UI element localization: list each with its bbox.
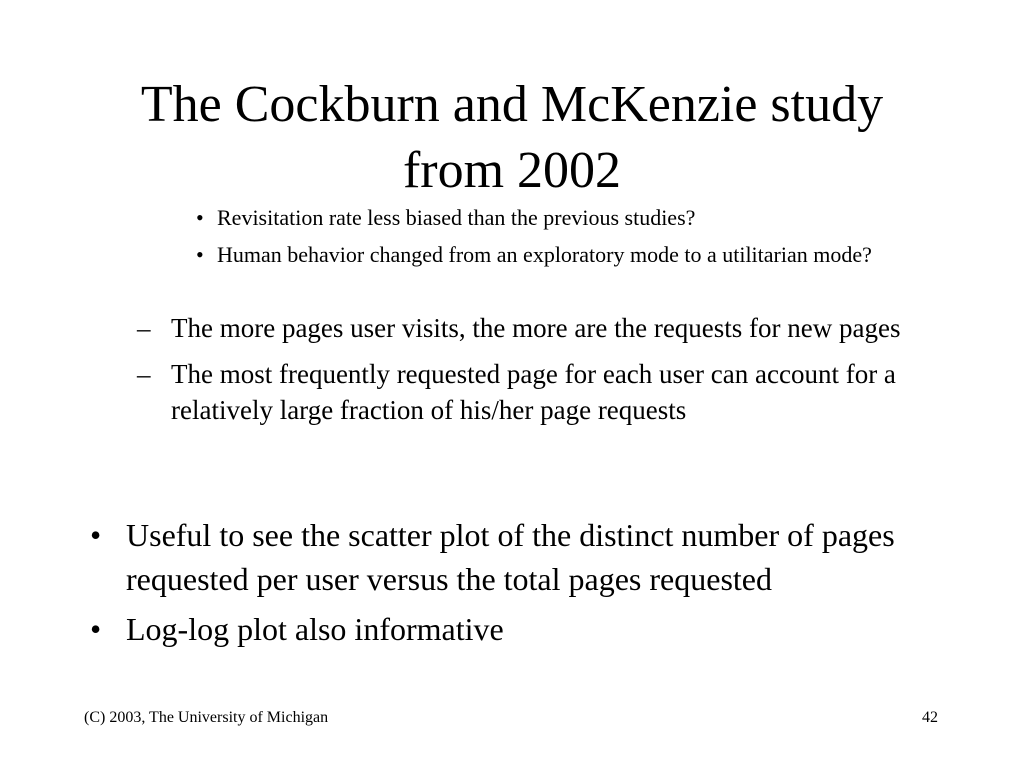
bullet-text: The more pages user visits, the more are the requests for new pages [171,313,901,343]
slide-title [60,72,964,204]
sub-sub-bullet-item [196,203,876,233]
sub-sub-bullet-list [196,203,876,277]
slide-title-line-1: The Cockburn and McKenzie study [140,76,884,133]
bullet-text: Useful to see the scatter plot of the distinct number of pages requested per user versus the total pages requested [126,517,895,597]
sub-bullet-item [137,310,927,346]
footer-copyright: (C) 2003, The University of Michigan [84,709,329,726]
bullet-item [90,513,920,601]
page-number: 42 [922,709,938,726]
dash-icon: – [137,313,151,343]
bullet-text: The most frequently requested page for each user can account for a relatively large fraction of his/her page requests [171,359,896,425]
bullet-icon: • [196,242,204,267]
bullet-item [90,607,920,651]
bullet-icon: • [90,517,102,553]
bullet-icon: • [90,611,102,647]
bullet-icon: • [196,205,204,230]
sub-sub-bullet-item [196,240,876,270]
sub-bullet-item [137,356,927,428]
bullet-list [90,513,920,657]
sub-bullet-list [137,310,927,438]
bullet-text: Revisitation rate less biased than the previous studies? [217,205,696,230]
bullet-text: Log-log plot also informative [126,611,504,647]
bullet-text: Human behavior changed from an exploratory mode to a utilitarian mode? [217,242,872,267]
dash-icon: – [137,359,151,389]
slide-title-line-2: from 2002 [402,142,622,199]
